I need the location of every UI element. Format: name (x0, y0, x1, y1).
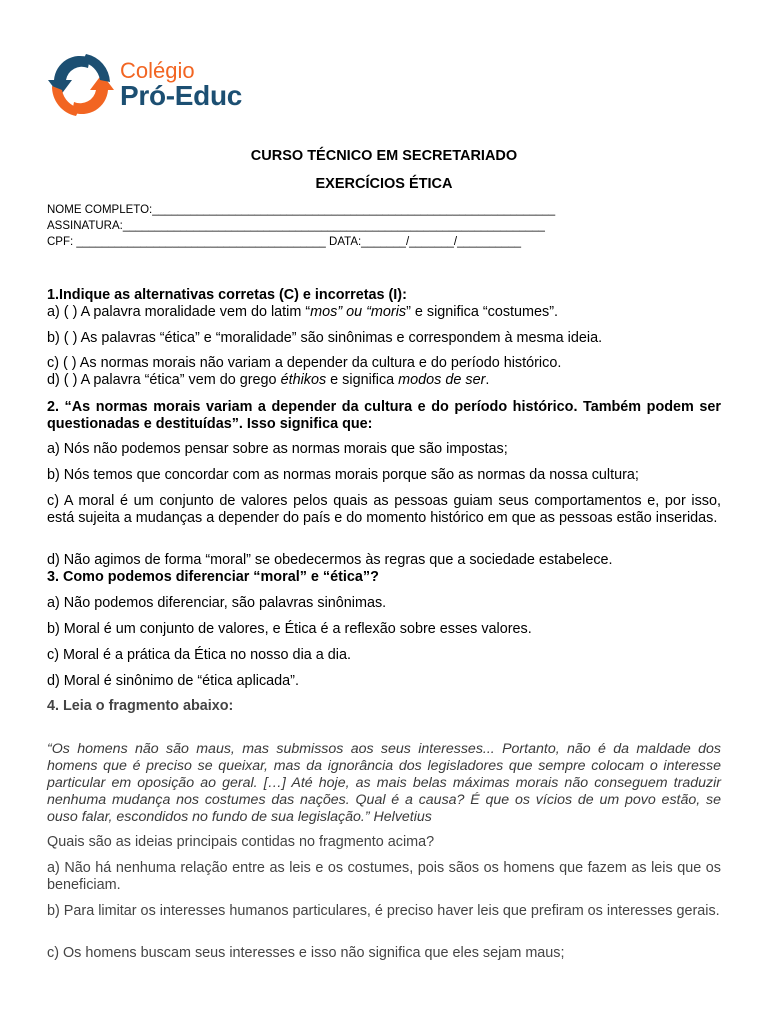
question-4-question: Quais são as ideias principais contidas no fragmento acima? (47, 834, 435, 850)
question-3-option-c: c) Moral é a prática da Ética no nosso dia a dia. (47, 647, 351, 663)
exercise-title: EXERCÍCIOS ÉTICA (315, 176, 453, 192)
logo-text-pro-educ: Pró-Educ (120, 80, 243, 111)
question-1-option-b: b) ( ) As palavras “ética” e “moralidade” são sinônimas e correspondem à mesma ideia. (47, 330, 603, 346)
question-2-option-d: d) Não agimos de forma “moral” se obedecermos às regras que a sociedade estabelece. (47, 552, 613, 568)
question-2-option-b: b) Nós temos que concordar com as normas morais porque são as normas da nossa cultura; (47, 467, 639, 483)
name-field-line: NOME COMPLETO:_______________________________________________________________ (47, 204, 556, 216)
question-3-prompt: 3. Como podemos diferenciar “moral” e “ética”? (47, 569, 379, 585)
signature-field-line: ASSINATURA:__________________________________________________________________ (47, 220, 545, 232)
question-4-option-c: c) Os homens buscam seus interesses e isso não significa que eles sejam maus; (47, 945, 565, 961)
course-title: CURSO TÉCNICO EM SECRETARIADO (250, 148, 518, 164)
question-2-option-a: a) Nós não podemos pensar sobre as normas morais que são impostas; (47, 441, 508, 457)
question-1-prompt: 1.Indique as alternativas corretas (C) e incorretas (I): (47, 287, 407, 303)
arrows-logo-icon (46, 50, 118, 120)
helvetius-quote: “Os homens não são maus, mas submissos aos seus interesses... Portanto, não é da maldade dos homens que é preciso se queixar, mas da ignorância dos legisladores que sempre colocam o interesse particular em oposição ao geral. […] Até hoje, as mais belas máximas morais não conseguem traduzir nenhuma mudança nos costumes das nações. Qual é a causa? É que os vícios de um povo estão, se ouso falar, escondidos no fundo de sua legislação.” Helvetius (47, 741, 721, 825)
logo-text-colegio: Colégio (120, 58, 195, 83)
question-2-prompt: 2. “As normas morais variam a depender da cultura e do período histórico. Também podem ser questionadas e destituídas”. Isso significa que: (47, 399, 721, 432)
question-1-option-a: a) ( ) A palavra moralidade vem do latim “mos” ou “moris” e significa “costumes”. (47, 304, 559, 320)
question-4-option-b: b) Para limitar os interesses humanos particulares, é preciso haver leis que prefiram os interesses gerais. (47, 903, 720, 919)
question-2-option-c: c) A moral é um conjunto de valores pelos quais as pessoas guiam seus comportamentos e, por isso, está sujeita a mudanças a depender do país e do momento histórico em que as pessoas estão inseridas. (47, 493, 721, 526)
question-1-option-c: c) ( ) As normas morais não variam a depender da cultura e do período histórico. (47, 355, 562, 371)
question-3-option-d: d) Moral é sinônimo de “ética aplicada”. (47, 673, 299, 689)
question-4-prompt: 4. Leia o fragmento abaixo: (47, 698, 234, 714)
question-1-option-d: d) ( ) A palavra “ética” vem do grego éthikos e significa modos de ser. (47, 372, 490, 388)
cpf-date-field-line: CPF: _______________________________________ DATA:_______/_______/__________ (47, 236, 522, 248)
school-logo (46, 50, 276, 120)
question-3-option-a: a) Não podemos diferenciar, são palavras sinônimas. (47, 595, 387, 611)
question-4-option-a: a) Não há nenhuma relação entre as leis e os costumes, pois sãos os homens que fazem as leis que os beneficiam. (47, 860, 721, 893)
question-3-option-b: b) Moral é um conjunto de valores, e Ética é a reflexão sobre esses valores. (47, 621, 532, 637)
